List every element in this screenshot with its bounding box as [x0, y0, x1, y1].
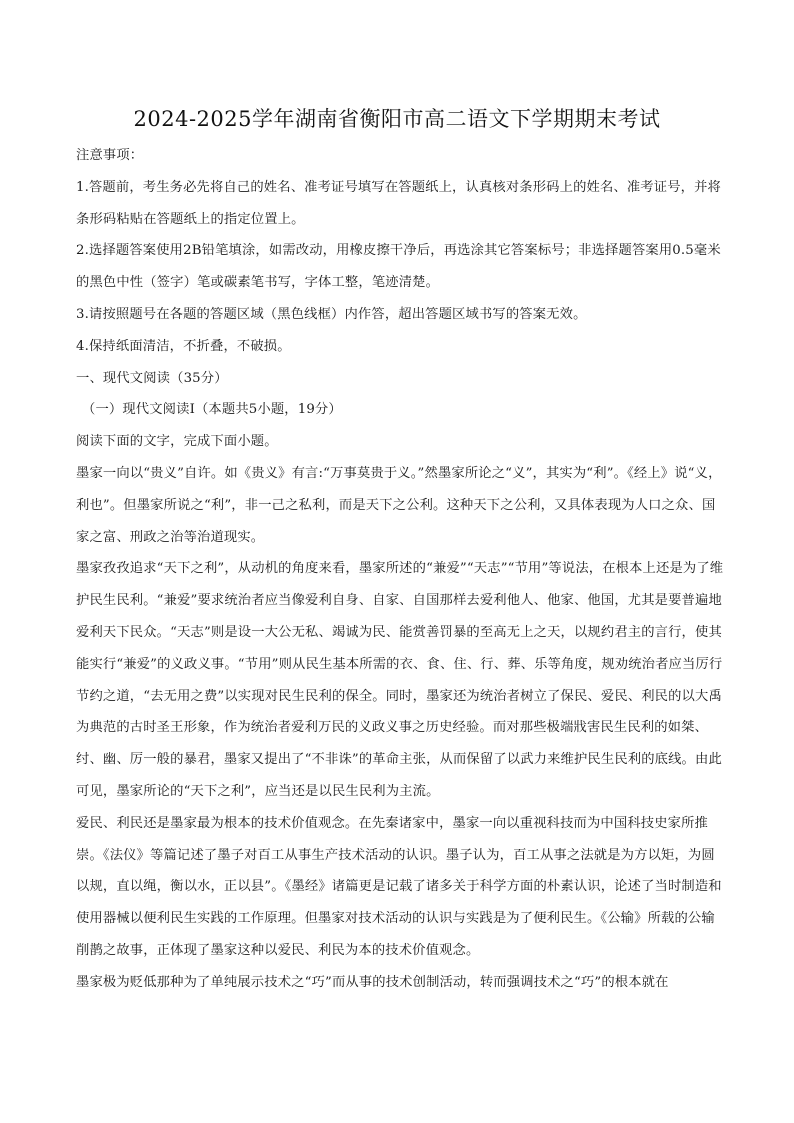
passage-paragraph-1: 墨家一向以“贵义”自许。如《贵义》有言:“万事莫贵于义。”然墨家所论之“义”，其实为“利”。《经上》说“义，利也”。但墨家所说之“利”，非一己之私利，而是天下之公利。这种天下之公利，又具体表现为人口之众、国家之富、刑政之治等治道现实。 — [76, 465, 722, 545]
notice-item-2: 2.选择题答案使用2B铅笔填涂，如需改动，用橡皮擦干净后，再选涂其它答案标号；非选择题答案用0.5毫米的黑色中性（签字）笔或碳素笔书写，字体工整，笔迹清楚。 — [76, 243, 721, 291]
notice-item-1: 1.答题前，考生务必先将自己的姓名、准考证号填写在答题纸上，认真核对条形码上的姓名、准考证号，并将条形码粘贴在答题纸上的指定位置上。 — [76, 179, 721, 227]
passage-paragraph-2: 墨家孜孜追求“天下之利”，从动机的角度来看，墨家所述的“兼爱”“天志”“节用”等说法，在根本上还是为了维护民生民利。“兼爱”要求统治者应当像爱利自身、自家、自国那样去爱利他人、他家、他国，尤其是要普遍地爱利天下民众。“天志”则是设一大公无私、竭诚为民、能赏善罚暴的至高无上之天，以规约君主的言行，使其能实行“兼爱”的义政义事。“节用”则从民生基本所需的衣、食、住、行、葬、乐等角度，规劝统治者应当厉行节约之道，“去无用之费”以实现对民生民利的保全。同时，墨家还为统治者树立了保民、爱民、利民的以大禹为典范的古时圣王形象，作为统治者爱利万民的义政义事之历史经验。而对那些极端戕害民生民利的如桀、纣、幽、厉一般的暴君，墨家又提出了“不非诛”的革命主张，从而保留了以武力来维护民生民利的底线。由此可见，墨家所论的“天下之利”，应当还是以民生民利为主流。 — [76, 561, 724, 799]
reading-instruction: 阅读下面的文字，完成下面小题。 — [76, 434, 278, 450]
passage-paragraph-3: 爱民、利民还是墨家最为根本的技术价值观念。在先秦诸家中，墨家一向以重视科技而为中国科技史家所推崇。《法仪》等篇记述了墨子对百工从事生产技术活动的认识。墨子认为，百工从事之法就是为方以矩，为圆以规，直以绳，衡以水，正以县”。《墨经》诸篇更是记载了诸多关于科学方面的朴素认识，论述了当时制造和使用器械以便利民生实践的工作原理。但墨家对技术活动的认识与实践是为了便利民生。《公输》所载的公输削鹊之故事，正体现了墨家这种以爱民、利民为本的技术价值观念。 — [76, 815, 722, 958]
passage-paragraph-4: 墨家极为贬低那种为了单纯展示技术之“巧”而从事的技术创制活动，转而强调技术之“巧”的根本就在 — [76, 974, 669, 990]
section-heading: 一、现代文阅读（35分） — [76, 370, 228, 386]
notice-item-3: 3.请按照题号在各题的答题区域（黑色线框）内作答，超出答题区域书写的答案无效。 — [76, 306, 587, 322]
subsection-heading: （一）现代文阅读Ⅰ（本题共5小题，19分） — [82, 402, 342, 418]
notice-item-4: 4.保持纸面清洁，不折叠，不破损。 — [76, 338, 291, 354]
document-body — [76, 140, 726, 999]
notice-heading: 注意事项： — [76, 148, 144, 163]
document-title: 2024-2025学年湖南省衡阳市高二语文下学期期末考试 — [133, 107, 661, 131]
